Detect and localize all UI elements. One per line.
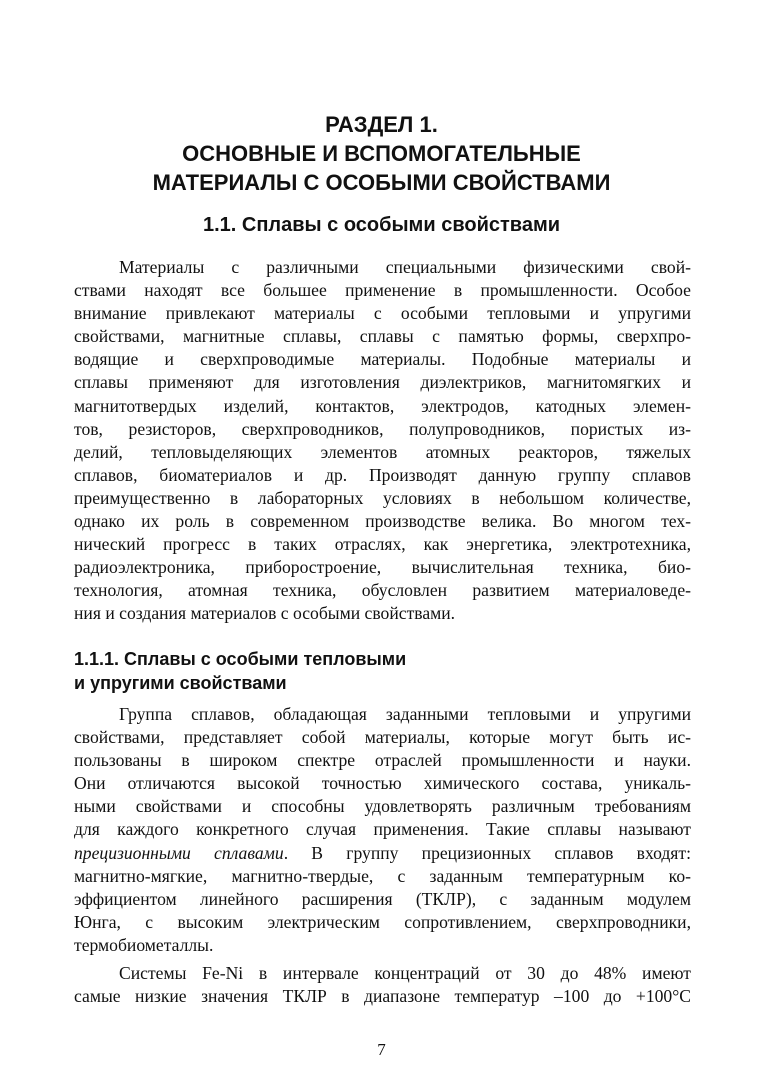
chapter-heading-line: РАЗДЕЛ 1. <box>325 112 438 137</box>
subsection-heading <box>74 647 691 695</box>
chapter-heading-line: МАТЕРИАЛЫ С ОСОБЫМИ СВОЙСТВАМИ <box>152 170 611 195</box>
chapter-heading <box>40 110 723 197</box>
text-line: магнитотвердых изделий, контактов, электродов, катодных элемен- <box>74 395 691 416</box>
text-line: Системы Fe-Ni в интервале концентраций от 30 до 48% имеют <box>119 963 691 983</box>
text-line: для каждого конкретного случая применения. Такие сплавы называют <box>74 819 691 840</box>
text-line: Юнга, с высоким электрическим сопротивлением, сверхпроводники, <box>74 911 691 932</box>
text-line: водящие и сверхпроводимые материалы. Подобные материалы и <box>74 349 691 370</box>
paragraph-precision-alloys <box>74 703 691 957</box>
text-line: самые низкие значения ТКЛР в диапазоне температур –100 до +100°С <box>74 986 691 1007</box>
text-line: свойствами, представляет собой материалы, которые могут быть ис- <box>74 727 691 748</box>
text-line: сплавы применяют для изготовления диэлектриков, магнитомягких и <box>74 372 691 393</box>
text-line: ния и создания материалов с особыми свойствами. <box>74 603 456 624</box>
paragraph-intro <box>74 256 691 626</box>
chapter-heading-line: ОСНОВНЫЕ И ВСПОМОГАТЕЛЬНЫЕ <box>182 141 581 166</box>
text-line: ствами находят все большее применение в промышленности. Особое <box>74 280 691 301</box>
page-number: 7 <box>377 1040 386 1059</box>
text-line: технология, атомная техника, обусловлен развитием материаловеде- <box>74 580 691 601</box>
text-line: термобиометаллы. <box>74 934 214 955</box>
text-line: тов, резисторов, сверхпроводников, полупроводников, пористых из- <box>74 418 691 439</box>
text-line: радиоэлектроника, приборостроение, вычислительная техника, био- <box>74 557 691 578</box>
text-segment: . В группу прецизионных сплавов входят: <box>283 842 691 863</box>
text-line: магнитно-мягкие, магнитно-твердые, с заданным температурным ко- <box>74 865 691 886</box>
text-line: Они отличаются высокой точностью химического состава, уникаль- <box>74 773 691 794</box>
text-line: Материалы с различными специальными физическими свой- <box>119 257 691 277</box>
subsection-heading-line: 1.1.1. Сплавы с особыми тепловыми <box>74 649 407 669</box>
text-line-mixed <box>74 842 691 865</box>
subsection-heading-line: и упругими свойствами <box>74 673 287 693</box>
text-line: однако их роль в современном производстве велика. Во многом тех- <box>74 511 691 532</box>
text-line: нический прогресс в таких отраслях, как энергетика, электротехника, <box>74 534 691 555</box>
text-line: ными свойствами и способны удовлетворять различным требованиям <box>74 796 691 817</box>
text-line: делий, тепловыделяющих элементов атомных реакторов, тяжелых <box>74 441 691 462</box>
paragraph-fe-ni <box>74 962 691 1008</box>
text-line: эффициентом линейного расширения (ТКЛР), с заданным модулем <box>74 888 691 909</box>
text-line: внимание привлекают материалы с особыми тепловыми и упругими <box>74 303 691 324</box>
italic-term: прецизионными сплавами <box>74 842 284 863</box>
section-heading: 1.1. Сплавы с особыми свойствами <box>202 214 561 236</box>
text-line: Группа сплавов, обладающая заданными тепловыми и упругими <box>119 704 691 724</box>
text-line: пользованы в широком спектре отраслей промышленности и науки. <box>74 750 691 771</box>
text-line: преимущественно в лабораторных условиях в небольшом количестве, <box>74 487 691 508</box>
text-line: свойствами, магнитные сплавы, сплавы с памятью формы, сверхпро- <box>74 326 691 347</box>
text-line: сплавов, биоматериалов и др. Производят данную группу сплавов <box>74 464 691 485</box>
